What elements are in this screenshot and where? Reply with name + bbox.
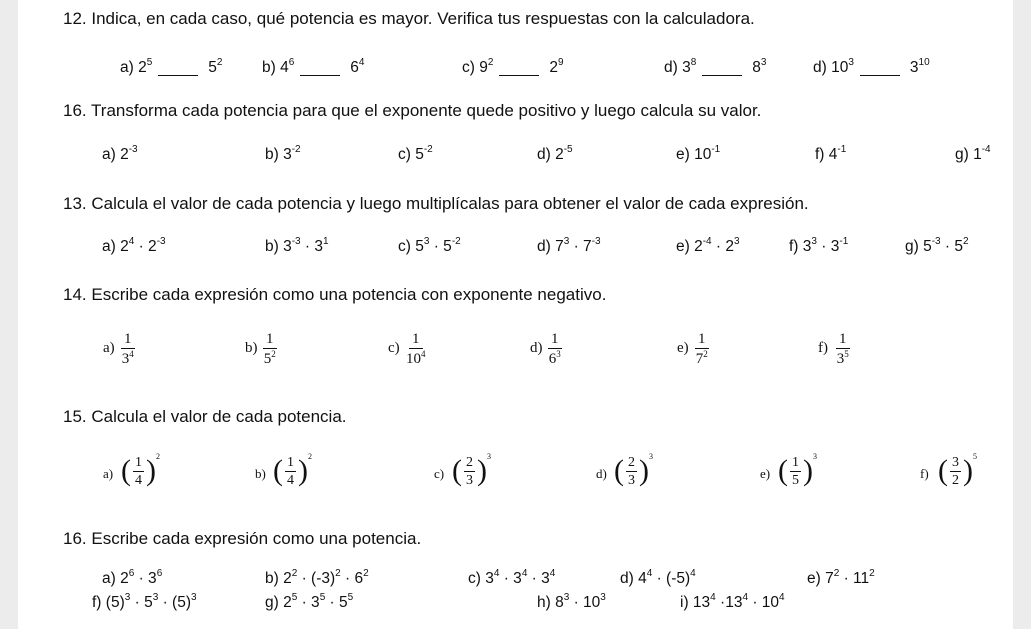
power-exponent: -4 (981, 144, 991, 155)
exercise-item (102, 146, 138, 164)
answer-blank[interactable] (300, 57, 340, 76)
item-label: g) (265, 594, 284, 611)
power-base: · 2 (711, 238, 735, 255)
power-exponent: 10 (918, 57, 930, 68)
power-exponent: 3 (487, 452, 491, 461)
power-base: 4 (828, 146, 838, 163)
power-base: 3 (121, 351, 130, 367)
power-exponent: 4 (358, 57, 365, 68)
power-base: 2 (138, 59, 147, 76)
power-base: 8 (555, 594, 564, 611)
exercise-item (789, 238, 848, 256)
power-base: · (-3) (297, 570, 336, 587)
power-exponent: 6 (128, 568, 135, 579)
power-exponent: 4 (128, 236, 135, 247)
item-label: b) (255, 466, 266, 481)
left-paren: ( (938, 454, 948, 487)
power-base: ·13 (715, 594, 743, 611)
power-exponent: 3 (190, 592, 197, 603)
exercise-item (398, 146, 433, 164)
power-exponent: 5 (319, 592, 326, 603)
item-label: a) (102, 570, 121, 587)
item-label: b) (245, 340, 258, 356)
item-label: e) (677, 340, 689, 356)
exercise-item (262, 57, 364, 77)
item-label: a) (103, 340, 115, 356)
fraction-denominator: 3 (628, 472, 635, 488)
exercise-item (813, 57, 930, 77)
power-exponent: 2 (963, 236, 969, 247)
item-label: b) (265, 570, 284, 587)
exercise-item (468, 570, 555, 588)
power-exponent: 2 (487, 57, 494, 68)
power-base: 10 (831, 59, 849, 76)
left-paren: ( (273, 454, 283, 487)
power-base: 3 (485, 570, 494, 587)
fraction (548, 330, 562, 369)
answer-blank[interactable] (158, 57, 198, 76)
power-base: · 6 (340, 570, 364, 587)
power-exponent: 3 (563, 592, 570, 603)
power-base: 3 (802, 238, 812, 255)
power-exponent: 4 (690, 568, 696, 579)
power-base: · 2 (134, 238, 157, 255)
right-paren: ) (963, 454, 973, 487)
item-label: d) (596, 466, 607, 481)
fraction-numerator: 2 (466, 454, 473, 470)
power-exponent: -3 (156, 236, 166, 247)
power-exponent: -3 (128, 144, 138, 155)
right-paren: ) (146, 454, 156, 487)
fraction-denominator (696, 349, 708, 369)
fraction-numerator: 3 (952, 454, 959, 470)
power-exponent: 3 (649, 452, 653, 461)
right-paren: ) (477, 454, 487, 487)
exercise-item (265, 146, 301, 164)
item-label: a) (120, 59, 139, 76)
answer-blank[interactable] (499, 57, 539, 76)
fraction-numerator: 1 (135, 454, 142, 470)
power-base: 3 (682, 59, 691, 76)
exercise-item (265, 570, 369, 588)
power-exponent: -3 (291, 236, 301, 247)
power-base: 7 (825, 570, 834, 587)
power-base: 3 (283, 238, 292, 255)
exercise-16-title: 16. Transforma cada potencia para que el exponente quede positivo y luego calcula su valor. (63, 101, 762, 120)
fraction (695, 330, 709, 369)
power-exponent: 4 (521, 568, 528, 579)
fraction-denominator: 3 (466, 472, 473, 488)
power-base: 13 (692, 594, 711, 611)
fraction-numerator: 1 (409, 330, 423, 349)
power-base: · 3 (134, 570, 157, 587)
power-exponent: -3 (591, 236, 601, 247)
power-base: 10 (694, 146, 712, 163)
exercise-item (537, 238, 601, 256)
power-base: 7 (555, 238, 564, 255)
power-exponent: -1 (839, 236, 849, 247)
item-label: a) (102, 146, 121, 163)
power-exponent: 2 (216, 57, 223, 68)
power-base: 2 (283, 570, 292, 587)
exercise-item (92, 594, 197, 612)
item-label: d) (813, 59, 832, 76)
exercise-item (905, 238, 969, 256)
exercise-item (462, 57, 564, 77)
answer-blank[interactable] (860, 57, 900, 76)
power-exponent: 3 (152, 592, 159, 603)
fraction (121, 330, 135, 369)
power-base: 2 (694, 238, 703, 255)
exercise-14-title: 14. Escribe cada expresión como una potencia con exponente negativo. (63, 285, 607, 304)
power-exponent: -4 (702, 236, 712, 247)
power-base: 10 (406, 351, 421, 367)
power-base: · 5 (325, 594, 348, 611)
right-paren: ) (803, 454, 813, 487)
item-label: c) (398, 146, 416, 163)
left-paren: ( (121, 454, 131, 487)
fraction-numerator: 1 (121, 330, 135, 349)
power-exponent: 3 (423, 236, 430, 247)
exercise-12-title: 12. Indica, en cada caso, qué potencia es mayor. Verifica tus respuestas con la calculadora. (63, 9, 755, 28)
fraction-numerator: 1 (695, 330, 709, 349)
item-label: e) (676, 146, 695, 163)
item-label: b) (265, 146, 284, 163)
exercise-item (265, 594, 353, 612)
fraction-denominator (549, 349, 561, 369)
power-exponent: 9 (558, 57, 564, 68)
power-base: 3 (836, 351, 845, 367)
exercise-13-title: 13. Calcula el valor de cada potencia y luego multiplícalas para obtener el valor de cada expresión. (63, 194, 809, 213)
exercise-item (537, 594, 606, 612)
power-exponent: -5 (563, 144, 573, 155)
fraction-denominator (406, 349, 426, 369)
power-base: 6 (350, 59, 359, 76)
exercise-item (102, 570, 162, 588)
exercise-item (676, 146, 720, 164)
item-label: d) (537, 146, 556, 163)
power-base: 2 (120, 146, 129, 163)
power-base: 5 (415, 146, 424, 163)
power-base: 5 (208, 59, 217, 76)
power-base: (5) (105, 594, 125, 611)
power-exponent: 3 (600, 592, 606, 603)
exercise-item (955, 146, 991, 164)
left-paren: ( (614, 454, 624, 487)
item-label: e) (676, 238, 695, 255)
fraction-numerator: 1 (836, 330, 850, 349)
power-exponent: -3 (931, 236, 941, 247)
fraction-numerator: 1 (548, 330, 562, 349)
item-label: f) (815, 146, 829, 163)
power-exponent: 2 (335, 568, 341, 579)
item-label: a) (103, 466, 114, 481)
right-paren: ) (298, 454, 308, 487)
left-paren: ( (452, 454, 462, 487)
power-exponent: 2 (869, 568, 875, 579)
exercise-15-title: 15. Calcula el valor de cada potencia. (63, 407, 347, 426)
power-exponent: -2 (451, 236, 461, 247)
power-exponent: 2 (703, 349, 708, 359)
item-label: c) (434, 466, 445, 481)
power-exponent: 4 (742, 592, 749, 603)
right-paren: ) (639, 454, 649, 487)
power-base: 2 (120, 570, 129, 587)
power-base: 2 (549, 59, 559, 76)
page-right-margin (1013, 0, 1031, 629)
fraction-denominator: 5 (792, 472, 799, 488)
exercise-16b-title: 16. Escribe cada expresión como una potencia. (63, 529, 422, 548)
item-label: c) (398, 238, 416, 255)
power-exponent: 4 (779, 592, 785, 603)
power-exponent: 6 (156, 568, 163, 579)
item-label: e) (760, 466, 771, 481)
power-exponent: 2 (156, 452, 160, 461)
fraction (263, 330, 277, 369)
power-exponent: 4 (493, 568, 500, 579)
exercise-item (398, 238, 461, 256)
power-base: · 7 (569, 238, 592, 255)
power-base: · 5 (429, 238, 452, 255)
item-label: f) (920, 466, 929, 481)
power-base: · 5 (130, 594, 153, 611)
item-label: d) (620, 570, 639, 587)
power-exponent: 3 (848, 57, 854, 68)
power-base: · (-5) (652, 570, 691, 587)
power-exponent: 5 (973, 452, 977, 461)
power-base: 4 (280, 59, 289, 76)
power-base: · 11 (839, 570, 870, 587)
power-exponent: 2 (363, 568, 369, 579)
power-base: 9 (479, 59, 488, 76)
power-base: 2 (555, 146, 564, 163)
item-label: b) (262, 59, 281, 76)
item-label: b) (265, 238, 284, 255)
exercise-item (664, 57, 766, 77)
answer-blank[interactable] (702, 57, 742, 76)
power-base: 5 (415, 238, 424, 255)
power-exponent: -2 (423, 144, 433, 155)
power-base: · 10 (748, 594, 780, 611)
item-label: h) (537, 594, 556, 611)
power-base: 5 (263, 351, 272, 367)
power-base: · 3 (300, 238, 324, 255)
power-exponent: 3 (124, 592, 131, 603)
item-label: g) (955, 146, 974, 163)
power-exponent: 2 (291, 568, 298, 579)
item-label: e) (807, 570, 826, 587)
fraction-numerator: 1 (263, 330, 277, 349)
exercise-item (120, 57, 222, 77)
power-exponent: 2 (308, 452, 312, 461)
item-label: g) (905, 238, 924, 255)
power-exponent: 5 (347, 592, 354, 603)
item-label: f) (818, 340, 828, 356)
power-exponent: 5 (844, 349, 849, 359)
power-base: 3 (909, 59, 919, 76)
power-base: 8 (752, 59, 761, 76)
power-exponent: -2 (291, 144, 301, 155)
power-exponent: 4 (646, 568, 653, 579)
power-base: · 3 (816, 238, 840, 255)
item-label: i) (680, 594, 693, 611)
item-label: c) (468, 570, 486, 587)
item-label: a) (102, 238, 121, 255)
exercise-item (807, 570, 875, 588)
exercise-item (620, 570, 696, 588)
power-exponent: 2 (271, 349, 276, 359)
page-left-margin (0, 0, 18, 629)
item-label: c) (462, 59, 480, 76)
fraction-denominator (264, 349, 276, 369)
exercise-item (680, 594, 785, 612)
power-exponent: 4 (421, 349, 426, 359)
power-base: · 10 (569, 594, 601, 611)
exercise-item (537, 146, 573, 164)
item-label: c) (388, 340, 400, 356)
fraction-numerator: 1 (792, 454, 799, 470)
power-base: 6 (548, 351, 557, 367)
item-label: d) (664, 59, 683, 76)
power-base: 2 (120, 238, 129, 255)
power-base: · (5) (158, 594, 191, 611)
fraction-denominator: 4 (135, 472, 142, 488)
power-exponent: 5 (291, 592, 298, 603)
power-base: · 3 (297, 594, 320, 611)
power-base: 3 (283, 146, 292, 163)
fraction-denominator: 2 (952, 472, 959, 488)
fraction-denominator: 4 (287, 472, 294, 488)
power-exponent: -1 (711, 144, 721, 155)
power-base: 1 (973, 146, 982, 163)
power-exponent: 3 (734, 236, 740, 247)
item-label: f) (789, 238, 803, 255)
power-base: · 3 (499, 570, 522, 587)
item-label: f) (92, 594, 106, 611)
fraction (406, 330, 426, 369)
power-exponent: 3 (811, 236, 817, 247)
item-label: d) (530, 340, 543, 356)
exercise-item (815, 146, 846, 164)
power-base: 4 (638, 570, 647, 587)
power-base: 5 (923, 238, 932, 255)
fraction-numerator: 2 (628, 454, 635, 470)
power-exponent: -1 (837, 144, 847, 155)
exercise-item (265, 238, 329, 256)
power-exponent: 3 (563, 236, 570, 247)
power-exponent: 8 (690, 57, 697, 68)
power-exponent: 3 (760, 57, 767, 68)
fraction-numerator: 1 (287, 454, 294, 470)
power-base: · 5 (940, 238, 964, 255)
fraction-denominator (122, 349, 134, 369)
power-exponent: 4 (129, 349, 134, 359)
power-exponent: 6 (288, 57, 295, 68)
power-base: 2 (283, 594, 292, 611)
power-exponent: 3 (813, 452, 817, 461)
fraction-denominator (837, 349, 849, 369)
power-exponent: 5 (146, 57, 153, 68)
item-label: d) (537, 238, 556, 255)
power-exponent: 4 (710, 592, 716, 603)
exercise-item (102, 238, 166, 256)
power-exponent: 4 (549, 568, 556, 579)
power-base: · 3 (527, 570, 550, 587)
left-paren: ( (778, 454, 788, 487)
power-exponent: 2 (833, 568, 840, 579)
fraction (836, 330, 850, 369)
power-exponent: 3 (556, 349, 561, 359)
exercise-item (676, 238, 740, 256)
power-base: 7 (695, 351, 704, 367)
power-exponent: 1 (323, 236, 329, 247)
